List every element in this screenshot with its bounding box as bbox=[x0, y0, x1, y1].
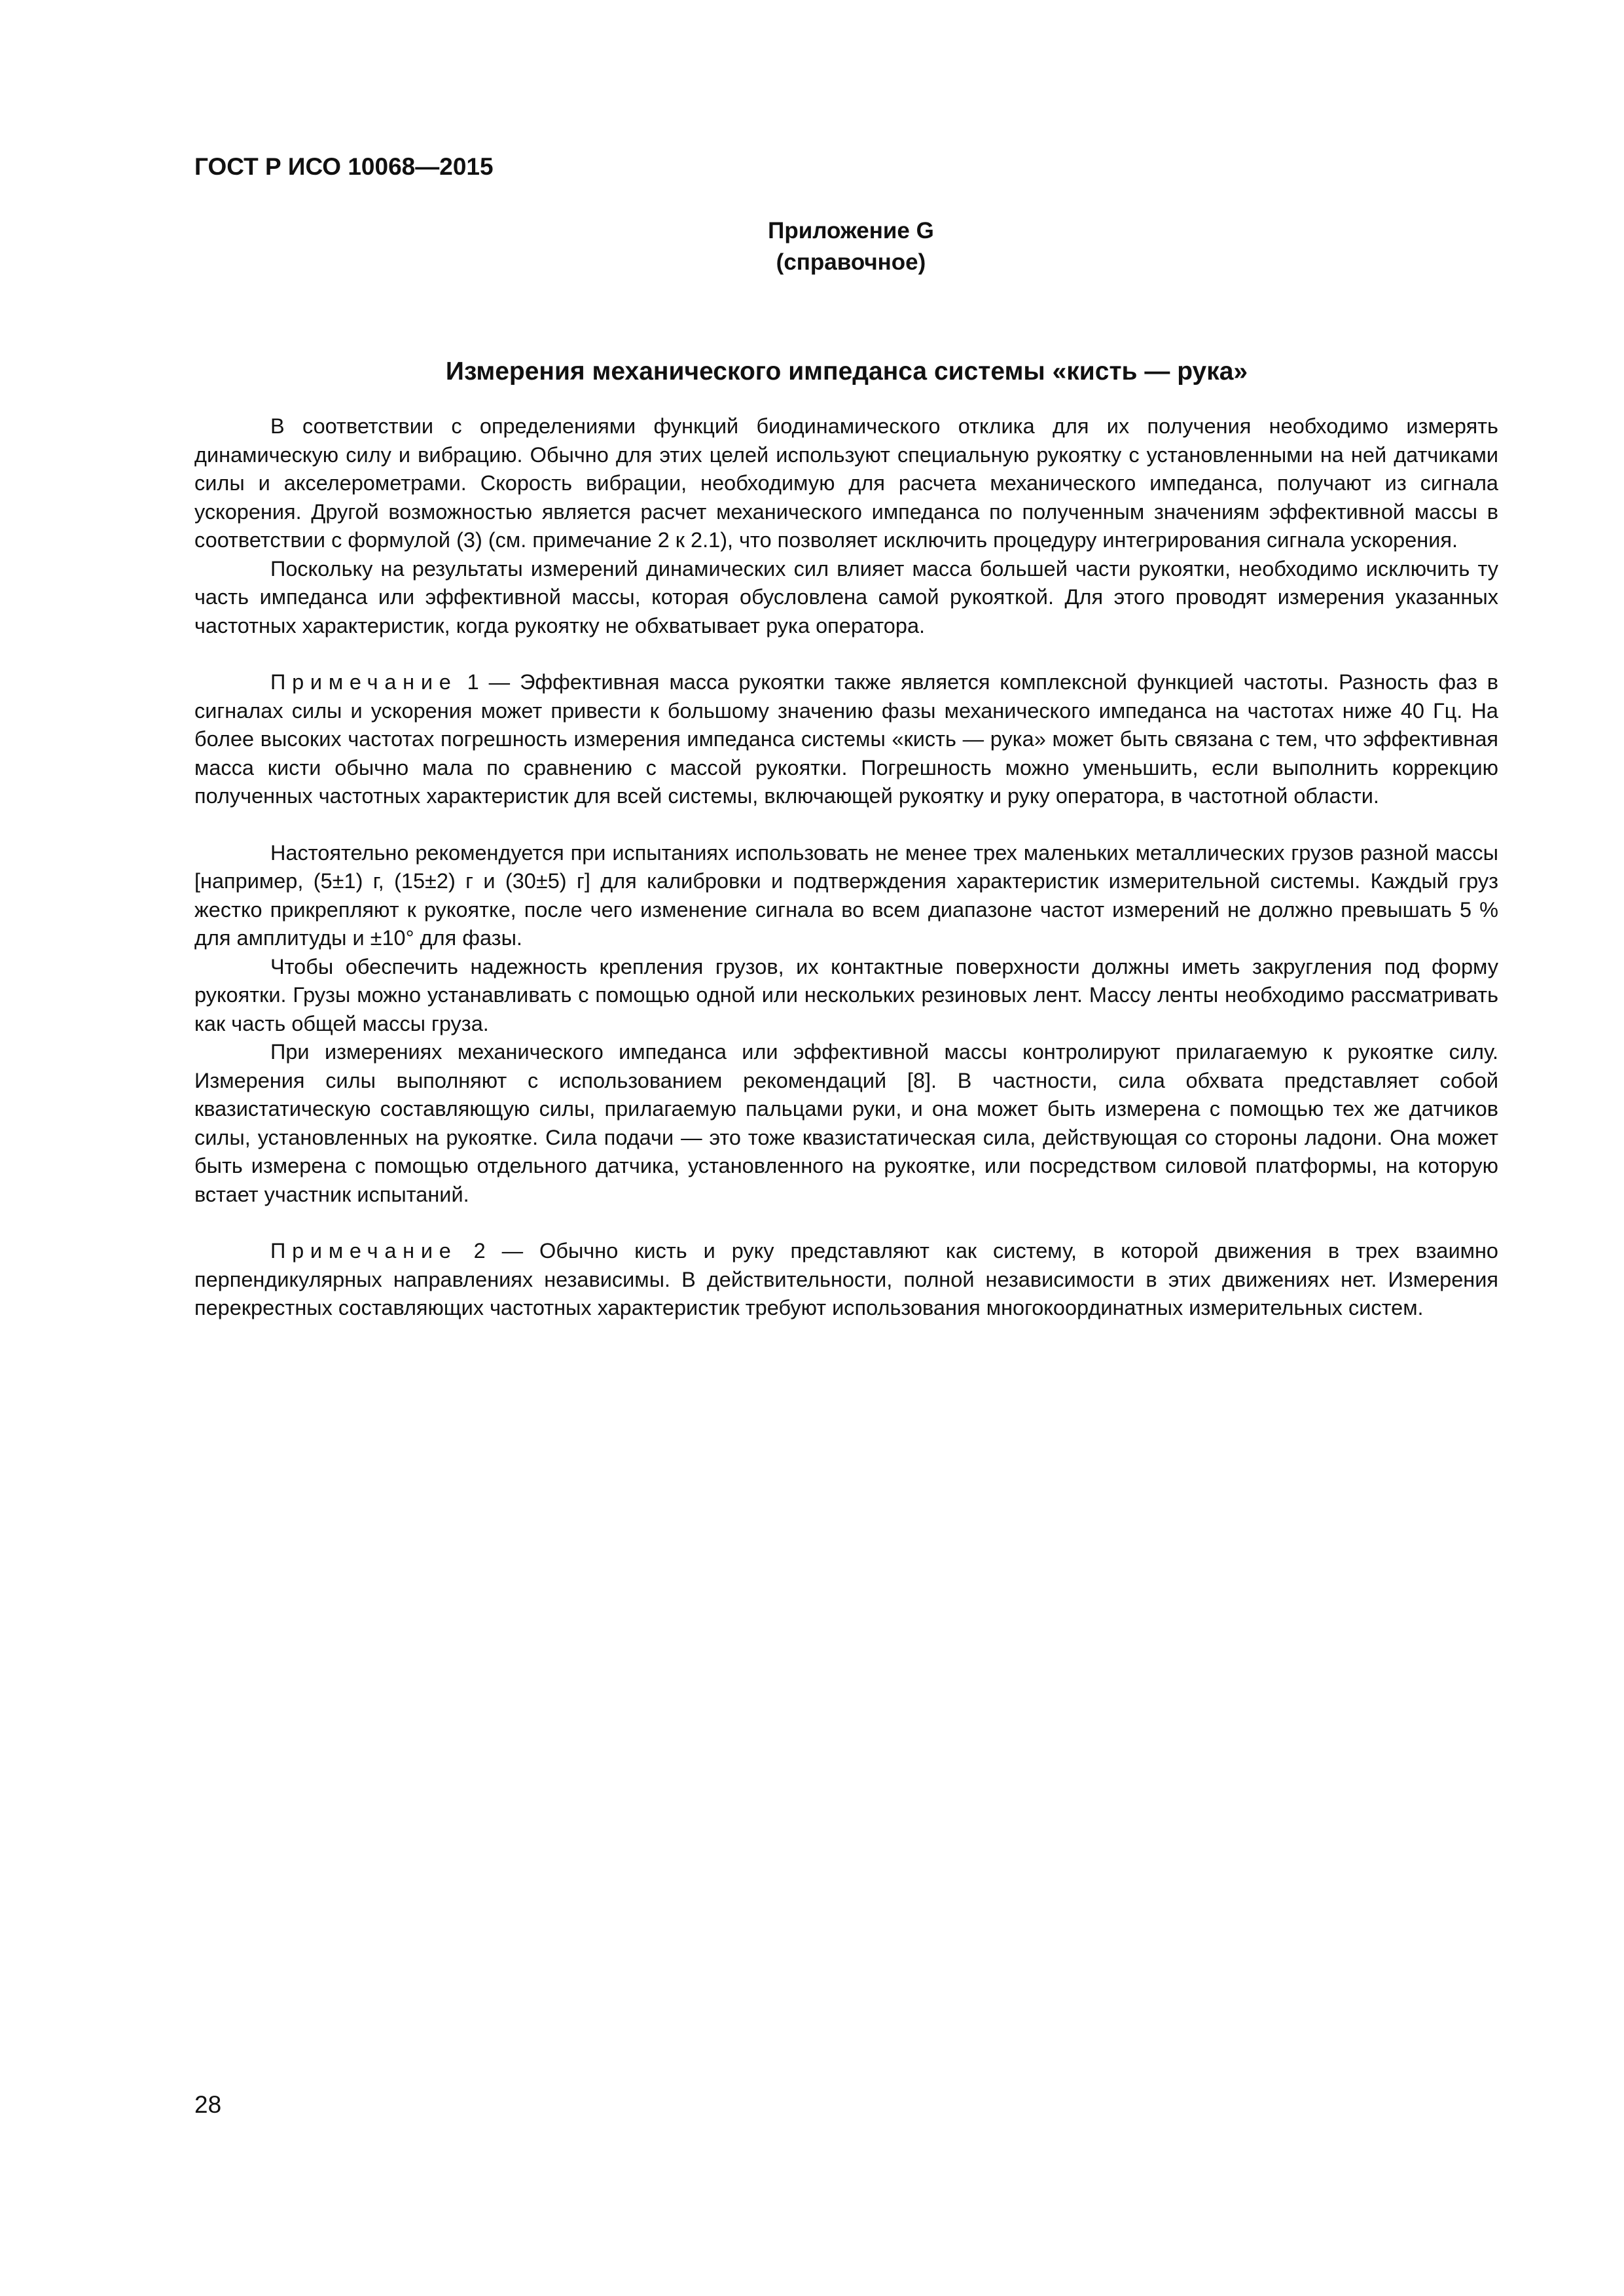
note-2 bbox=[194, 1237, 1498, 1323]
section-title: Измерения механического импеданса системы «кисть — рука» bbox=[445, 357, 1248, 386]
paragraph: Чтобы обеспечить надежность крепления грузов, их контактные поверхности должны иметь закругления под форму рукоятки. Грузы можно устанавливать с помощью одной или нескольких резиновых лент. Массу ленты необходимо рассматривать как часть общей массы груза. bbox=[194, 954, 1498, 1035]
paragraph: В соответствии с определениями функций биодинамического отклика для их получения необходимо измерять динамическую силу и вибрацию. Обычно для этих целей используют специальную рукоятку с установленными на ней датчиками силы и акселерометрами. Скорость вибрации, необходимую для расчета механического импеданса, получают из сигнала ускорения. Другой возможностью является расчет механического импеданса по полученным значениям эффективной массы в соответствии с формулой (3) (см. примечание 2 к 2.1), что позволяет исключить процедуру интегрирования сигнала ускорения. bbox=[194, 414, 1498, 552]
annex-label: Приложение G bbox=[768, 218, 934, 243]
annex-status: (справочное) bbox=[776, 249, 926, 275]
paragraph: При измерениях механического импеданса или эффективной массы контролируют прилагаемую к рукоятке силу. Измерения силы выполняют с использованием рекомендаций [8]. В частности, сила обхвата представляет собой квазистатическую составляющую силы, прилагаемую пальцами руки, и она может быть измерена с помощью тех же датчиков силы, установленных на рукоятке. Сила подачи — это тоже квазистатическая сила, действующая со стороны ладони. Она может быть измерена с помощью отдельного датчика, установленного на рукоятке, или посредством силовой платформы, на которую встает участник испытаний. bbox=[194, 1040, 1498, 1206]
note-1 bbox=[194, 668, 1498, 811]
note-label: Примечание bbox=[270, 1239, 458, 1263]
paragraph: Поскольку на результаты измерений динамических сил влияет масса большей части рукоятки, необходимо исключить ту часть импеданса или эффективной массы, которая обусловлена самой рукояткой. Для этого проводят измерения указанных частотных характеристик, когда рукоятку не обхватывает рука оператора. bbox=[194, 556, 1498, 637]
note-label: Примечание bbox=[270, 670, 458, 694]
annex-heading bbox=[524, 215, 1178, 278]
page-number: 28 bbox=[194, 2091, 222, 2118]
note-text: 2 — Обычно кисть и руку представляют как систему, в которой движения в трех взаимно перпендикулярных направлениях независимы. В действительности, полной независимости в этих движениях нет. Измерения перекрестных составляющих частотных характеристик требуют использования многокоординатных измерительных систем. bbox=[194, 1239, 1498, 1319]
body-text bbox=[194, 412, 1498, 1323]
note-text: 1 — Эффективная масса рукоятки также является комплексной функцией частоты. Разность фаз в сигналах силы и ускорения может привести к большому значению фазы механического импеданса на частотах ниже 40 Гц. На более высоких частотах погрешность измерения импеданса системы «кисть — рука» может быть связана с тем, что эффективная масса кисти обычно мала по сравнению с массой рукоятки. Погрешность можно уменьшить, если выполнить коррекцию полученных частотных характеристик для всей системы, включающей рукоятку и руку оператора, в частотной области. bbox=[194, 670, 1498, 808]
document-code: ГОСТ Р ИСО 10068—2015 bbox=[194, 153, 494, 180]
paragraph: Настоятельно рекомендуется при испытаниях использовать не менее трех маленьких металлических грузов разной массы [например, (5±1) г, (15±2) г и (30±5) г] для калибровки и подтверждения характеристик измерительной системы. Каждый груз жестко прикрепляют к рукоятке, после чего изменение сигнала во всем диапазоне частот измерений не должно превышать 5 % для амплитуды и ±10° для фазы. bbox=[194, 840, 1498, 950]
